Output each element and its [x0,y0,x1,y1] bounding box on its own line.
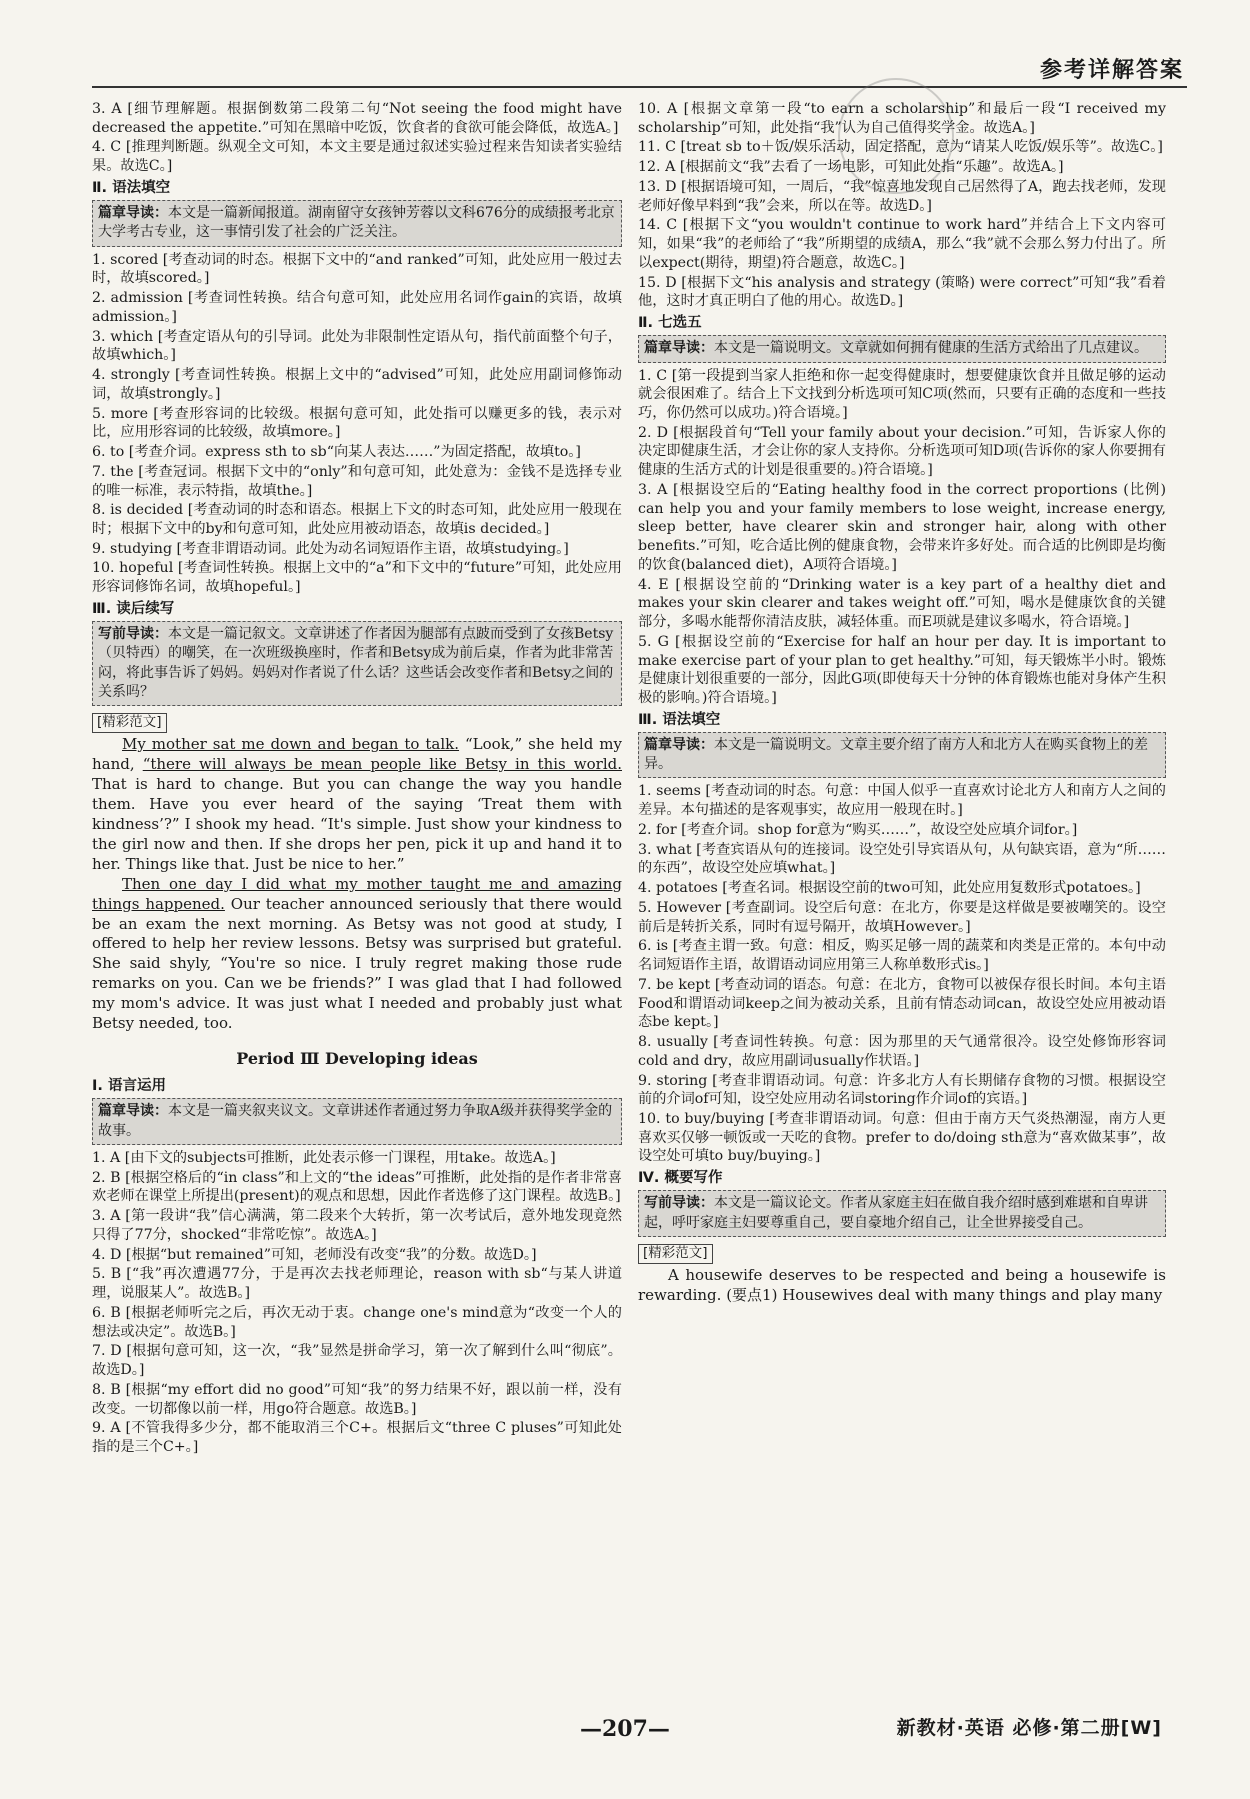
answer-item: 3. A [第一段讲“我”信心满满，第二段来个大转折，第一次考试后，意外地发现竟然只得了77分，shocked“非常吃惊”。故选A。] [92,1208,622,1243]
answer-item: 8. usually [考查词性转换。句意：因为那里的天气通常很冷。设空处修饰形容词cold and dry，故应用副词usually作状语。] [638,1034,1166,1069]
answer-item: 1. seems [考查动词的时态。句意：中国人似乎一直喜欢讨论北方人和南方人之间的差异。本句描述的是客观事实，故应用一般现在时。] [638,783,1166,819]
answer-item: 9. A [不管我得多少分，都不能取消三个C+。根据后文“three C pluses”可知此处指的是三个C+。] [92,1420,622,1456]
answer-item: 9. studying [考查非谓语动词。此处为动名词短语作主语，故填studying。] [92,540,569,557]
section-seven-choose-five-title: Ⅱ. 七选五 [638,315,702,332]
essay-text: “Look,” she held my hand, [92,735,622,774]
answer-item: 4. potatoes [考查名词。根据设空前的two可知，此处应用复数形式potatoes。] [638,880,1141,897]
guide-text: 本文是一篇说明文。文章主要介绍了南方人和北方人在购买食物上的差异。 [644,736,1148,773]
answer-item: 7. the [考查冠词。根据下文中的“only”和句意可知，此处意为：金钱不是选择专业的唯一标准，表示特指，故填the。] [92,463,622,499]
essay-paragraph [92,735,622,875]
essay-paragraph: A housewife deserves to be respected and being a housewife is rewarding. (要点1) Housewives deal with many things and play many [638,1265,1166,1304]
model-essay-tag: [精彩范文] [638,1244,713,1264]
section-language-use-title: Ⅰ. 语言运用 [92,1078,166,1095]
section-guide [638,732,1166,779]
answer-item: 3. A [细节理解题。根据倒数第二段第二句“Not seeing the food might have decreased the appetite.”可知在黑暗中吃饭，饮食者的食欲可能会降低，故选A。] [92,101,622,136]
answer-item: 1. scored [考查动词的时态。根据下文中的“and ranked”可知，此处应用一般过去时，故填scored。] [92,251,622,287]
seven-choose-five-items [638,367,1166,708]
model-essay [92,735,622,1034]
header-rule [92,86,1187,88]
answer-item: 13. D [根据语境可知，一周后，“我”惊喜地发现自己居然得了A，跑去找老师，发现老师好像早料到“我”会来，所以在等。故选D。] [638,178,1166,214]
essay-paragraph [92,875,622,1035]
section-guide [92,200,622,247]
language-use-items [92,1149,622,1457]
answer-item: 10. A [根据文章第一段“to earn a scholarship”和最后一段“I received my scholarship”可知，此处指“我”认为自己值得奖学金。故选A。] [638,101,1166,136]
answer-item: 15. D [根据下文“his analysis and strategy (策略) were correct”可知“我”看着他，这时才真正明白了他的用心。故选D。] [638,274,1166,310]
guide-label: 篇章导读： [98,1103,168,1120]
essay-underlined-sentence: My mother sat me down and began to talk. [122,735,460,754]
guide-text: 本文是一篇新闻报道。湖南留守女孩钟芳蓉以文科676分的成绩报考北京大学考古专业，这一事情引发了社会的广泛关注。 [98,205,615,241]
answer-item: 5. However [考查副词。设空后句意：在北方，你要是这样做是要被嘲笑的。设空前后是转折关系，同时有逗号隔开，故填However。] [638,899,1166,935]
guide-label: 篇章导读： [644,340,714,357]
guide-text: 本文是一篇说明文。文章就如何拥有健康的生活方式给出了几点建议。 [714,340,1148,357]
section-grammar-fill-title: Ⅲ. 语法填空 [638,711,721,728]
essay-underlined-sentence: Then one day I did what my mother taught me and amazing things happened. [92,874,622,913]
answer-item: 8. B [根据“my effort did no good”可知“我”的努力结果不好，跟以前一样，没有改变。一切都像以前一样，用go符合题意。故选B。] [92,1381,622,1417]
answer-item: 1. A [由下文的subjects可推断，此处表示修一门课程，用take。故选A。] [92,1150,556,1167]
section-summary-writing-title: Ⅳ. 概要写作 [638,1170,723,1187]
answer-item: 5. B [“我”再次遭遇77分，于是再次去找老师理论，reason with sb“与某人讲道理，说服某人”。故选B。] [92,1266,622,1302]
section-guide [638,1190,1166,1237]
book-title: 新教材·英语 必修·第二册[W] [896,1717,1162,1739]
answer-item: 2. admission [考查词性转换。结合句意可知，此处应用名词作gain的宾语，故填admission。] [92,290,622,325]
answer-item: 6. is [考查主谓一致。句意：相反，购买足够一周的蔬菜和肉类是正常的。本句中动名词短语作主语，故谓语动词应用第三人称单数形式is。] [638,938,1166,974]
section-guide [92,621,622,706]
answer-item: 5. G [根据设空前的“Exercise for half an hour per day. It is important to make exercise part of your plan to get healthy.”可知，每天锻炼半小时。锻炼是健康计划很重要的一部分，因此G项(即使每天十分钟的体育锻炼也能对身体产生积极的影响。)符合语境。] [638,633,1166,706]
answer-item: 7. D [根据句意可知，这一次，“我”显然是拼命学习，第一次了解到什么叫“彻底”。故选D。] [92,1343,622,1379]
answer-item: 5. more [考查形容词的比较级。根据句意可知，此处指可以赚更多的钱，表示对比，应用形容词的比较级，故填more。] [92,405,622,441]
grammar-fill-items [92,251,622,597]
answer-item: 1. C [第一段提到当家人拒绝和你一起变得健康时，想要健康饮食并且做足够的运动就会很困难了。结合上下文找到分析选项可知C项(然而，只要有正确的态度和一些技巧，你仍然可以成功。)符合语境。] [638,367,1166,421]
guide-label: 写前导读： [98,626,168,643]
answer-item: 2. D [根据段首句“Tell your family about your decision.”可知，告诉家人你的决定即健康生活，才会让你的家人支持你。分析选项可知D项(告诉你的家人你要拥有健康的生活方式的计划是很重要的。)符合语境。] [638,424,1166,479]
section-continuation-title: Ⅲ. 读后续写 [92,600,175,617]
essay-text: Our teacher announced seriously that there would be an exam the next morning. As Betsy was not good at study, I offered to help her review lessons. Betsy was surprised but grateful. She said shyly, “You're so nice. I truly regret making those rude remarks on you. Can we be friends?” I was glad that I had followed my mom's advice. It was just what I needed and probably just what Betsy needed, too. [92,894,622,1033]
answer-item: 4. strongly [考查词性转换。根据上文中的“advised”可知，此处应用副词修饰动词，故填strongly。] [92,367,622,402]
answer-item: 3. A [根据设空后的“Eating healthy food in the correct proportions (比例) can help you and your family members to lose weight, increase energy, sleep better, have clearer skin and stronger hair, along with other benefits.”可知，吃合适比例的健康食物，会带来许多好处。而合适的比例即是均衡的饮食(balanced diet)，A项符合语境。] [638,481,1166,573]
grammar-fill-items [638,782,1166,1166]
answer-item: 6. to [考查介词。express sth to sb“向某人表达……”为固定搭配，故填to。] [92,444,581,461]
period-title: Period Ⅲ Developing ideas [236,1049,478,1069]
answer-item: 4. E [根据设空前的“Drinking water is a key part of a healthy diet and makes your skin clearer and takes weight off.”可知，喝水是健康饮食的关键部分，多喝水能帮你清洁皮肤，减轻体重。而E项就是建议多喝水，符合语境。] [638,576,1166,631]
right-top-items [638,100,1166,311]
answer-item: 11. C [treat sb to＋饭/娱乐活动，固定搭配，意为“请某人吃饭/娱乐等”。故选C。] [638,139,1163,156]
answer-item: 10. to buy/buying [考查非谓语动词。句意：但由于南方天气炎热潮湿，南方人更喜欢买仅够一顿饭或一天吃的食物。prefer to do/doing sth意为“喜欢做某事”，故设空处可填to buy/buying。] [638,1110,1166,1165]
answer-item: 4. C [推理判断题。纵观全文可知，本文主要是通过叙述实验过程来告知读者实验结果。故选C。] [92,139,622,175]
guide-text: 本文是一篇记叙文。文章讲述了作者因为腿部有点跛而受到了女孩Betsy（贝特西）的嘲笑，在一次班级换座时，作者和Betsy成为前后桌，作者为此非常苦闷，将此事告诉了妈妈。妈妈对作者说了什么话？这些话会改变作者和Betsy之间的关系吗？ [98,626,614,700]
answer-item: 12. A [根据前文“我”去看了一场电影，可知此处指“乐趣”。故选A。] [638,159,1064,176]
answer-item: 7. be kept [考查动词的语态。句意：在北方，食物可以被保存很长时间。本句主语Food和谓语动词keep之间为被动关系，且前有情态动词can，故设空处应用被动语态be kept。] [638,976,1166,1031]
section-grammar-fill-title: Ⅱ. 语法填空 [92,179,171,196]
section-guide [638,335,1166,362]
answer-item: 4. D [根据“but remained”可知，老师没有改变“我”的分数。故选D。] [92,1246,537,1263]
answer-item: 8. is decided [考查动词的时态和语态。根据上下文的时态可知，此处应用一般现在时；根据下文中的by和句意可知，此处应用被动语态，故填is decided。] [92,502,622,537]
answer-item: 9. storing [考查非谓语动词。句意：许多北方人有长期储存食物的习惯。根据设空前的介词of可知，设空处应用动名词storing作介词of的宾语。] [638,1072,1166,1108]
answer-item: 10. hopeful [考查词性转换。根据上文中的“a”和下文中的“future”可知，此处应用形容词修饰名词，故填hopeful。] [92,560,622,596]
guide-text: 本文是一篇议论文。作者从家庭主妇在做自我介绍时感到难堪和自卑讲起，呼吁家庭主妇要尊重自己，要自豪地介绍自己，让全世界接受自己。 [644,1195,1148,1231]
answer-item: 14. C [根据下文“you wouldn't continue to work hard”并结合上下文内容可知，如果“我”的老师给了“我”所期望的成绩A，那么“我”就不会那么努力付出了。所以expect(期待，期望)符合题意，故选C。] [638,217,1166,271]
answer-item: 3. which [考查定语从句的引导词。此处为非限制性定语从句，指代前面整个句子，故填which。] [92,328,622,364]
guide-label: 篇章导读： [644,736,714,753]
answer-item: 2. for [考查介词。shop for意为“购买……”，故设空处应填介词for。] [638,821,1078,838]
section-guide [92,1098,622,1145]
left-column [92,100,622,1458]
guide-text: 本文是一篇夹叙夹议文。文章讲述作者通过努力争取A级并获得奖学金的故事。 [98,1103,613,1139]
page-header-title: 参考详解答案 [1039,58,1184,83]
guide-label: 篇章导读： [98,205,168,222]
essay-underlined-sentence: “there will always be mean people like Betsy in this world. [142,755,622,774]
guide-label: 写前导读： [644,1195,714,1212]
model-essay-tag: [精彩范文] [92,713,167,733]
answer-item: 6. B [根据老师听完之后，再次无动于衷。change one's mind意为“改变一个人的想法或决定”。故选B。] [92,1304,622,1340]
model-essay [638,1266,1166,1306]
essay-text: That is hard to change. But you can change the way you handle them. Have you ever heard of the saying ‘Treat them with kindness’?” I shook my head. “It's simple. Just show your kindness to the girl now and then. If she drops her pen, pick it up and hand it to her. Things like that. Just be nice to her.” [92,774,622,873]
answer-item: 2. B [根据空格后的“in class”和上文的“the ideas”可推断，此处指的是作者非常喜欢老师在课堂上所提出(present)的观点和思想，因此作者选修了这门课程。故选B。] [92,1169,622,1205]
right-column [638,100,1166,1306]
left-top-items [92,100,622,176]
page-number: —207— [580,1716,670,1742]
answer-item: 3. what [考查宾语从句的连接词。设空处引导宾语从句，从句缺宾语，意为“所……的东西”，故设空处应填what。] [638,841,1166,877]
